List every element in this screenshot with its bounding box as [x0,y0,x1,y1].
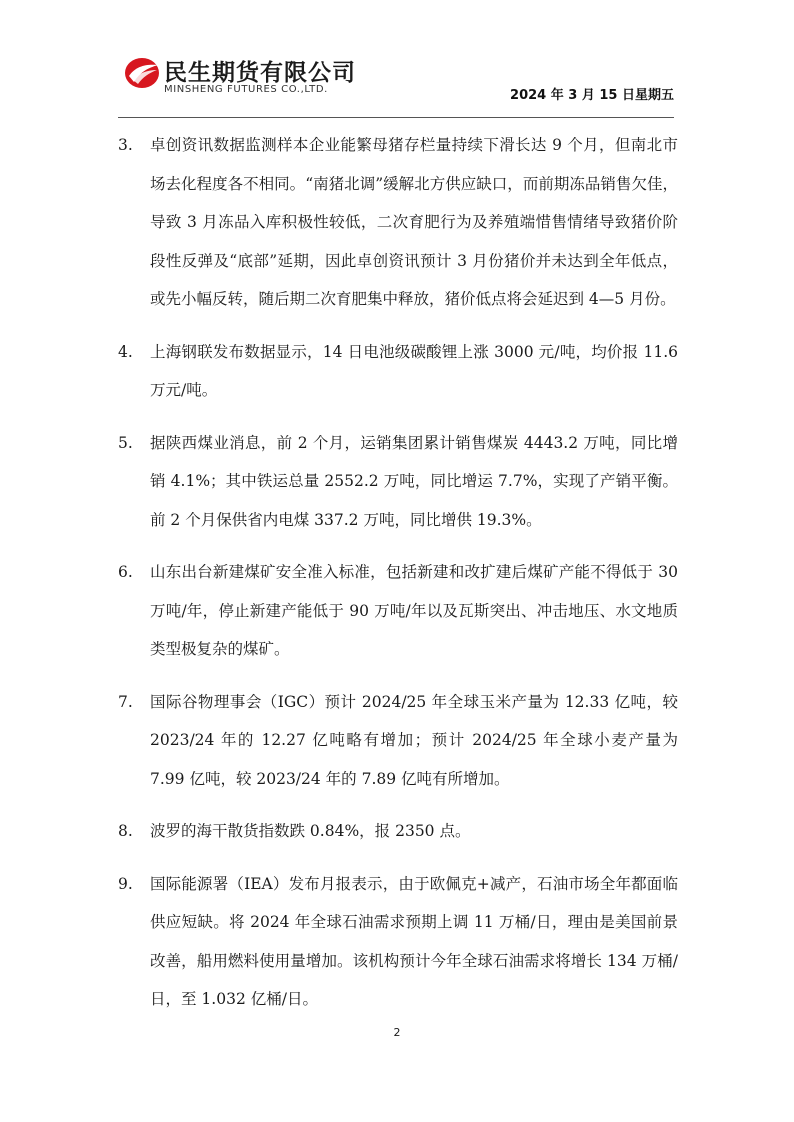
list-item [118,865,678,1019]
item-number: 9. [118,874,133,893]
item-number: 8. [118,822,133,840]
list-item [118,553,678,669]
item-number: 3. [118,136,133,154]
item-text: 卓创资讯数据监测样本企业能繁母猪存栏量持续下滑长达 9 个月，但南北市场去化程度各不相同。“南猪北调”缓解北方供应缺口，而前期冻品销售欠佳，导致 3 月冻品入库积极性较低，二次育肥行为及养殖端惜售情绪导致猪价阶段性反弹及“底部”延期，因此卓创资讯预计 3 月份猪价并未达到全年低点，或先小幅反转，随后期二次育肥集中释放，猪价低点将会延迟到 4—5 月份。 [150,136,678,308]
minsheng-logo-icon [124,56,162,90]
header-divider [118,117,674,118]
list-item [118,812,678,851]
item-text: 山东出台新建煤矿安全准入标准，包括新建和改扩建后煤矿产能不得低于 30 万吨/年，停止新建产能低于 90 万吨/年以及瓦斯突出、冲击地压、水文地质类型极复杂的煤矿。 [150,563,678,658]
item-text: 波罗的海干散货指数跌 0.84%，报 2350 点。 [150,822,471,840]
page-header [118,50,674,120]
company-name-en: MINSHENG FUTURES CO.,LTD. [164,84,328,95]
item-text: 上海钢联发布数据显示，14 日电池级碳酸锂上涨 3000 元/吨，均价报 11.6 万元/吨。 [150,342,678,399]
list-item [118,424,678,540]
item-number: 6. [118,563,133,581]
item-number: 5. [118,433,133,452]
list-item [118,683,678,799]
list-item [118,333,678,410]
company-name-cn: 民生期货有限公司 [164,60,356,86]
item-number: 4. [118,342,133,361]
item-text: 据陕西煤业消息，前 2 个月，运销集团累计销售煤炭 4443.2 万吨，同比增销 4.1%；其中铁运总量 2552.2 万吨，同比增运 7.7%，实现了产销平衡。前 2 个月保供省内电煤 337.2 万吨，同比增供 19.3%。 [150,433,678,529]
list-item [118,126,678,319]
report-date: 2024 年 3 月 15 日星期五 [510,88,674,103]
page-number: 2 [393,1026,401,1039]
item-text: 国际能源署（IEA）发布月报表示，由于欧佩克+减产，石油市场全年都面临供应短缺。将 2024 年全球石油需求预期上调 11 万桶/日，理由是美国前景改善，船用燃料使用量增加。该机构预计今年全球石油需求将增长 134 万桶/日，至 1.032 亿桶/日。 [150,874,678,1008]
news-list [118,126,678,1033]
item-text: 国际谷物理事会（IGC）预计 2024/25 年全球玉米产量为 12.33 亿吨，较 2023/24 年的 12.27 亿吨略有增加；预计 2024/25 年全球小麦产量为 7.99 亿吨，较 2023/24 年的 7.89 亿吨有所增加。 [150,692,678,788]
item-number: 7. [118,692,133,711]
